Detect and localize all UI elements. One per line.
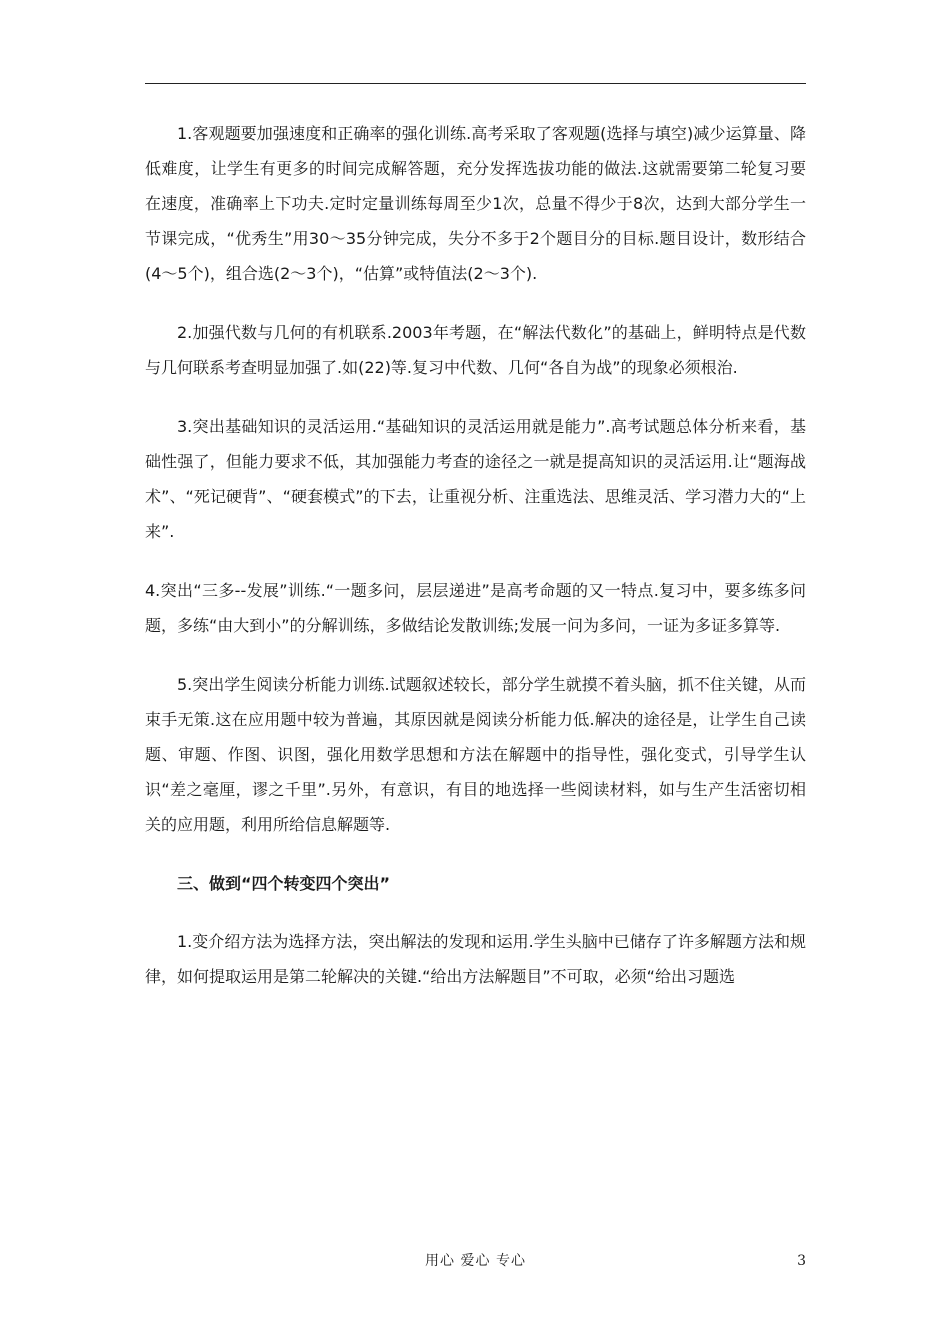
section-paragraph-1: 1.变介绍方法为选择方法，突出解法的发现和运用.学生头脑中已储存了许多解题方法和规律，如何提取运用是第二轮解决的关键.“给出方法解题目”不可取，必须“给出习题选 — [145, 932, 806, 986]
section-heading: 三、做到“四个转变四个突出” — [177, 874, 391, 893]
paragraph-4: 4.突出“三多--发展”训练.“一题多问，层层递进”是高考命题的又一特点.复习中，要多练多问题，多练“由大到小”的分解训练，多做结论发散训练;发展一问为多问，一证为多证多算等. — [145, 581, 806, 635]
footer-slogan: 用心 爱心 专心 — [425, 1253, 526, 1269]
document-body — [145, 116, 806, 1018]
paragraph-5: 5.突出学生阅读分析能力训练.试题叙述较长，部分学生就摸不着头脑，抓不住关键，从而束手无策.这在应用题中较为普遍，其原因就是阅读分析能力低.解决的途径是，让学生自己读题、审题、作图、识图，强化用数学思想和方法在解题中的指导性，强化变式，引导学生认识“差之毫厘，谬之千里”.另外，有意识，有目的地选择一些阅读材料，如与生产生活密切相关的应用题，利用所给信息解题等. — [145, 675, 806, 834]
paragraph-1: 1.客观题要加强速度和正确率的强化训练.高考采取了客观题(选择与填空)减少运算量、降低难度，让学生有更多的时间完成解答题，充分发挥选拔功能的做法.这就需要第二轮复习要在速度，准确率上下功夫.定时定量训练每周至少1次，总量不得少于8次，达到大部分学生一节课完成，“优秀生”用30～35分钟完成，失分不多于2个题目分的目标.题目设计，数形结合(4～5个)，组合选(2～3个)，“估算”或特值法(2～3个). — [145, 124, 806, 283]
paragraph-2: 2.加强代数与几何的有机联系.2003年考题，在“解法代数化”的基础上，鲜明特点是代数与几何联系考查明显加强了.如(22)等.复习中代数、几何“各自为战”的现象必须根治. — [145, 323, 806, 377]
header-rule — [145, 83, 806, 84]
paragraph-3: 3.突出基础知识的灵活运用.“基础知识的灵活运用就是能力”.高考试题总体分析来看，基础性强了，但能力要求不低，其加强能力考查的途径之一就是提高知识的灵活运用.让“题海战术”、“死记硬背”、“硬套模式”的下去，让重视分析、注重选法、思维灵活、学习潜力大的“上来”. — [145, 417, 806, 541]
page-number: 3 — [797, 1253, 806, 1269]
